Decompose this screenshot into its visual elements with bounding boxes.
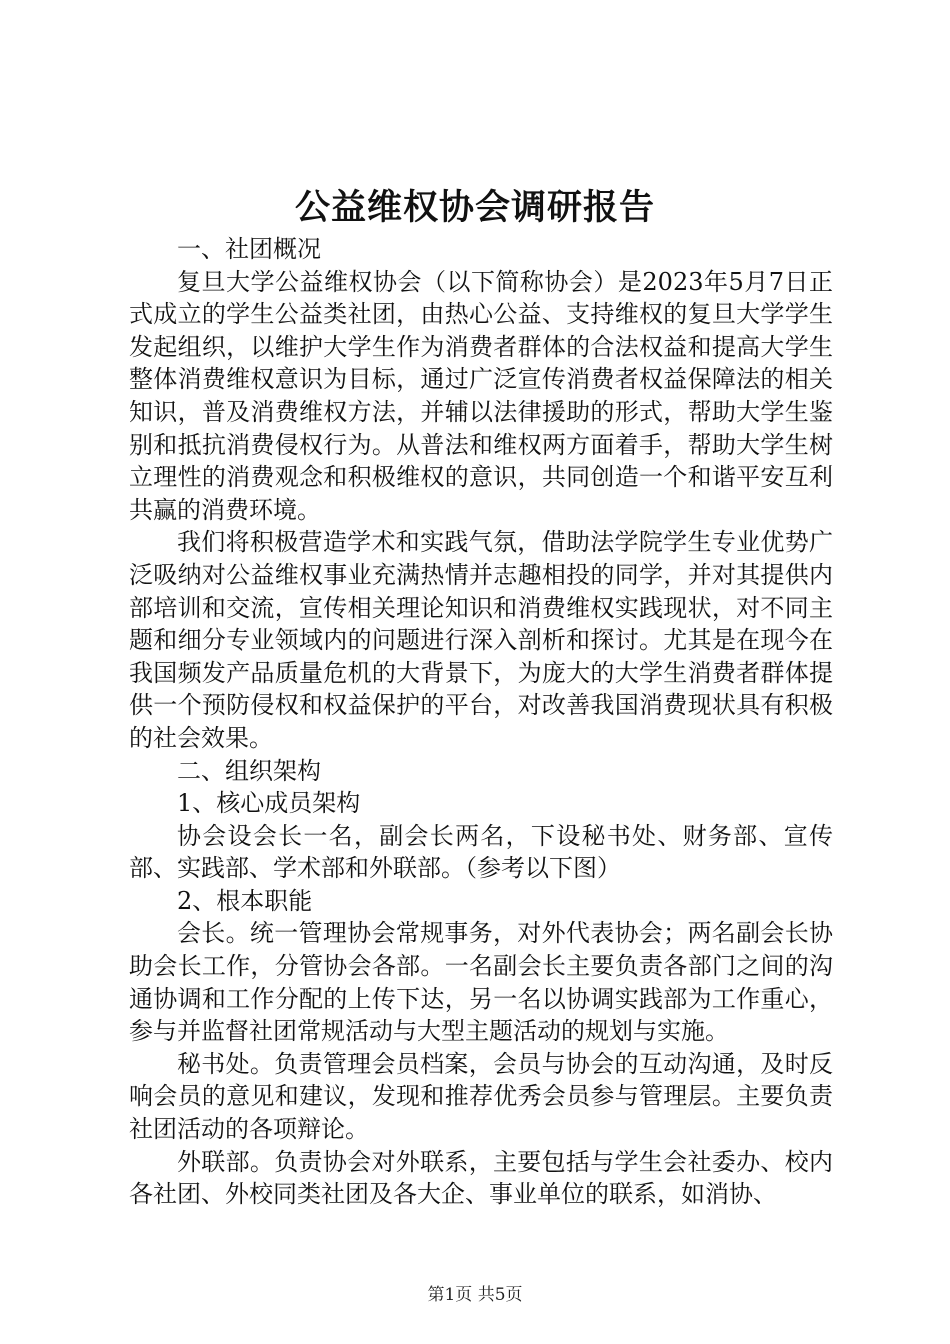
subsection-heading: 1、核心成员架构 — [177, 789, 361, 818]
paragraph: 秘书处。负责管理会员档案，会员与协会的互动沟通，及时反响会员的意见和建议，发现和推荐优秀会员参与管理层。主要负责社团活动的各项辩论。 — [129, 1049, 833, 1144]
document-title: 公益维权协会调研报告 — [294, 187, 655, 228]
section-heading: 一、社团概况 — [177, 235, 321, 263]
paragraph: 复旦大学公益维权协会（以下简称协会）是2023年5月7日正式成立的学生公益类社团，由热心公益、支持维权的复旦大学学生发起组织，以维护大学生作为消费者群体的合法权益和提高大学生整体消费维权意识为目标，通过广泛宣传消费者权益保障法的相关知识，普及消费维权方法，并辅以法律援助的形式，帮助大学生鉴别和抵抗消费侵权行为。从普法和维权两方面着手，帮助大学生树立理性的消费观念和积极维权的意识，共同创造一个和谐平安互利共赢的消费环境。 — [129, 267, 833, 524]
subsection-heading: 2、根本职能 — [177, 886, 313, 915]
section-heading: 二、组织架构 — [177, 756, 321, 785]
page-footer: 第1页 共5页 — [427, 1285, 523, 1305]
paragraph: 会长。统一管理协会常规事务，对外代表协会；两名副会长协助会长工作，分管协会各部。一名副会长主要负责各部门之间的沟通协调和工作分配的上传下达，另一名以协调实践部为工作重心，参与并监督社团常规活动与大型主题活动的规划与实施。 — [129, 919, 833, 1046]
document-body — [129, 233, 833, 1211]
paragraph: 协会设会长一名，副会长两名，下设秘书处、财务部、宣传部、实践部、学术部和外联部。（参考以下图） — [129, 821, 833, 883]
paragraph: 外联部。负责协会对外联系，主要包括与学生会社委办、校内各社团、外校同类社团及各大企、事业单位的联系，如消协、 — [129, 1147, 833, 1209]
paragraph: 我们将积极营造学术和实践气氛，借助法学院学生专业优势广泛吸纳对公益维权事业充满热情并志趣相投的同学，并对其提供内部培训和交流，宣传相关理论知识和消费维权实践现状，对不同主题和细分专业领域内的问题进行深入剖析和探讨。尤其是在现今在我国频发产品质量危机的大背景下，为庞大的大学生消费者群体提供一个预防侵权和权益保护的平台，对改善我国消费现状具有积极的社会效果。 — [129, 528, 833, 752]
